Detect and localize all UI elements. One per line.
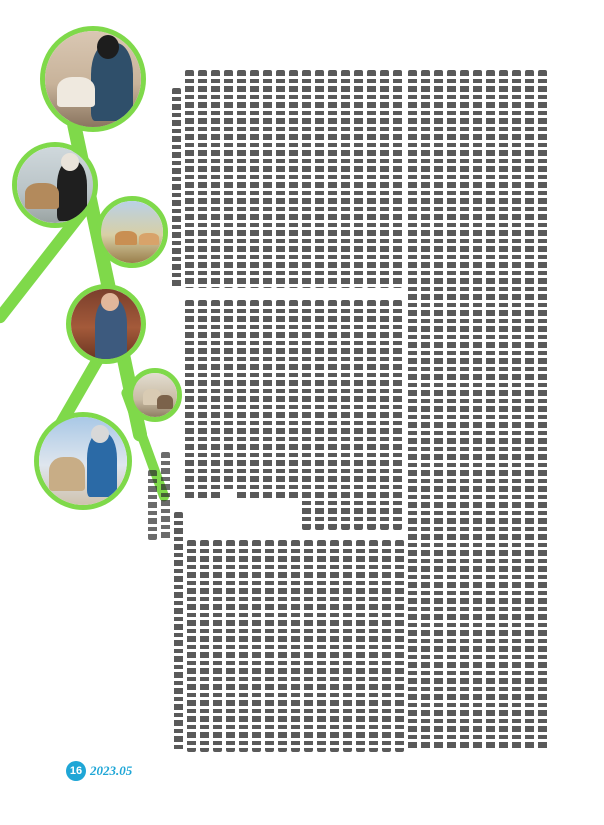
text-column bbox=[538, 70, 547, 750]
text-column bbox=[499, 70, 508, 750]
text-column bbox=[367, 300, 376, 530]
text-column bbox=[289, 70, 298, 288]
text-column bbox=[486, 70, 495, 750]
page-number: 16 bbox=[66, 761, 86, 781]
text-column bbox=[328, 70, 337, 288]
text-column bbox=[473, 70, 482, 750]
text-column bbox=[343, 540, 352, 752]
photo-man-with-dog bbox=[12, 142, 98, 228]
photo-goat-kids bbox=[128, 368, 182, 422]
page-folio bbox=[66, 761, 132, 781]
text-column bbox=[291, 540, 300, 752]
text-column bbox=[393, 300, 402, 530]
text-column bbox=[237, 300, 246, 500]
text-column bbox=[302, 300, 311, 530]
text-column bbox=[317, 540, 326, 752]
photo-goats-on-steppe bbox=[96, 196, 168, 268]
text-column bbox=[304, 540, 313, 752]
text-column bbox=[512, 70, 521, 750]
text-column bbox=[185, 300, 194, 500]
text-column bbox=[224, 300, 233, 490]
photo-woman-with-goats bbox=[40, 26, 146, 132]
text-column bbox=[434, 70, 443, 750]
text-column bbox=[237, 70, 246, 288]
text-column bbox=[265, 540, 274, 752]
text-column bbox=[250, 300, 259, 500]
text-column bbox=[211, 70, 220, 288]
text-column bbox=[172, 88, 181, 288]
text-column bbox=[213, 540, 222, 752]
text-column bbox=[289, 300, 298, 500]
text-column bbox=[302, 70, 311, 288]
text-column bbox=[382, 540, 391, 752]
text-column bbox=[161, 452, 170, 540]
text-column bbox=[408, 70, 417, 750]
text-column bbox=[380, 70, 389, 288]
text-column bbox=[185, 70, 194, 288]
photo-woman-in-traditional-dress bbox=[66, 284, 146, 364]
text-column bbox=[200, 540, 209, 752]
text-column bbox=[198, 70, 207, 288]
text-column bbox=[239, 540, 248, 752]
issue-date: 2023.05 bbox=[90, 763, 133, 778]
text-column bbox=[252, 540, 261, 752]
text-column bbox=[369, 540, 378, 752]
text-column bbox=[380, 300, 389, 530]
photo-woman-with-camels bbox=[34, 412, 132, 510]
text-column bbox=[187, 540, 196, 752]
text-column bbox=[341, 70, 350, 288]
text-column bbox=[328, 300, 337, 530]
text-column bbox=[174, 512, 183, 752]
text-column bbox=[460, 70, 469, 750]
text-column bbox=[367, 70, 376, 288]
text-column bbox=[330, 540, 339, 752]
text-column bbox=[276, 300, 285, 500]
text-column bbox=[226, 540, 235, 752]
text-column bbox=[224, 70, 233, 288]
text-column bbox=[263, 300, 272, 500]
text-column bbox=[354, 70, 363, 288]
text-column bbox=[148, 470, 157, 540]
text-column bbox=[211, 300, 220, 500]
text-column bbox=[315, 70, 324, 288]
text-column bbox=[315, 300, 324, 530]
text-column bbox=[263, 70, 272, 288]
text-column bbox=[198, 300, 207, 500]
text-column bbox=[354, 300, 363, 530]
text-column bbox=[278, 540, 287, 752]
text-column bbox=[276, 70, 285, 288]
text-column bbox=[250, 70, 259, 288]
text-column bbox=[447, 70, 456, 750]
text-column bbox=[395, 540, 404, 752]
text-column bbox=[421, 70, 430, 750]
text-column bbox=[393, 70, 402, 288]
text-column bbox=[356, 540, 365, 752]
text-column bbox=[341, 300, 350, 530]
text-column bbox=[525, 70, 534, 750]
